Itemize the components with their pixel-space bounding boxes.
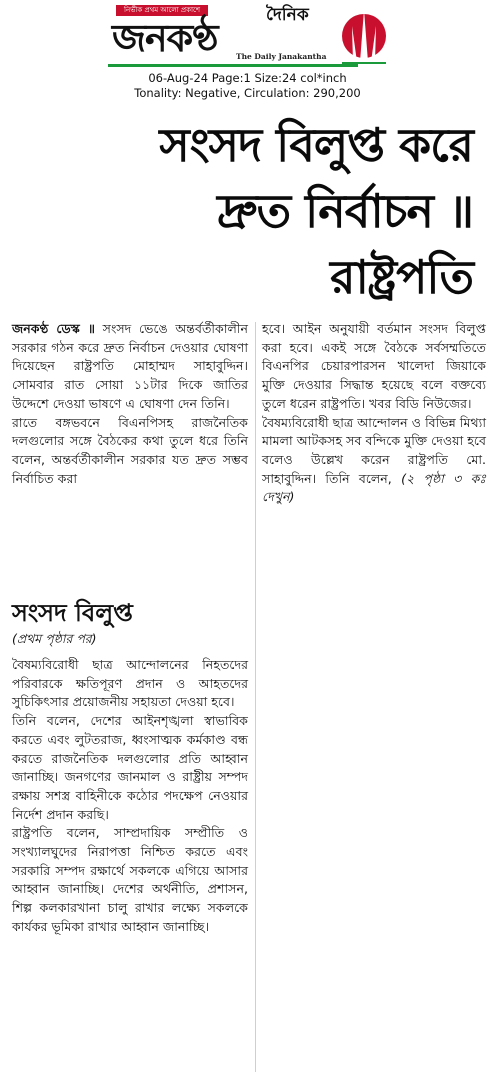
headline-line-2: দ্রুত নির্বাচন ॥	[217, 184, 473, 238]
article-paragraph-4	[262, 414, 486, 508]
article-paragraph-3: হবে। আইন অনুযায়ী বর্তমান সংসদ বিলুপ্ত করা হবে। একই সঙ্গে বৈঠকে সর্বসম্মতিতে বিএনপির চেয়ারপারসন খালেদা জিয়াকে মুক্তি দেওয়ার সিদ্ধান্ত হয়েছে বলে বক্তব্যে তুলে ধরেন রাষ্ট্রপতি। খবর বিডি নিউজের।	[262, 321, 486, 411]
masthead-rule	[108, 64, 358, 67]
jump-subheading: (প্রথম পৃষ্ঠার পর)	[12, 631, 97, 646]
headline-line-1: সংসদ বিলুপ্ত করে	[159, 118, 473, 172]
jump-paragraph-1: বৈষম্যবিরোধী ছাত্র আন্দোলনের নিহতদের পরিবারকে ক্ষতিপূরণ প্রদান ও আহতদের সুচিকিৎসার প্রয়োজনীয় সহায়তা দেওয়া হবে।	[12, 657, 248, 710]
article-paragraph-4-text: বৈষম্যবিরোধী ছাত্র আন্দোলন ও বিভিন্ন মিথ্যা মামলা আটকসহ সব বন্দিকে মুক্তি দেওয়া হবে বলেও উল্লেখ করেন রাষ্ট্রপতি মো. সাহাবুদ্দিন। তিনি বলেন,	[262, 414, 486, 486]
continued-on-page-note: (২ পৃষ্ঠা ৩ কঃ দেখুন)	[262, 470, 486, 505]
headline	[13, 112, 473, 310]
article-column-left	[12, 320, 248, 488]
article-column-right	[262, 320, 486, 507]
dateline: জনকণ্ঠ ডেস্ক ॥	[12, 321, 95, 336]
headline-line-3: রাষ্ট্রপতি	[330, 250, 473, 304]
masthead	[108, 4, 388, 68]
jump-paragraph-2: তিনি বলেন, দেশের আইনশৃঙ্খলা স্বাভাবিক করতে এবং লুটতরাজ, ধ্বংসাত্মক কর্মকাণ্ড বন্ধ করতে রাজনৈতিক দলগুলোর প্রতি আহ্বান জানাচ্ছি। জনগণের জানমাল ও রাষ্ট্রীয় সম্পদ রক্ষায় সশস্ত্র বাহিনীকে কঠোর পদক্ষেপ নেওয়ার নির্দেশ প্রদান করছি।	[12, 713, 248, 822]
masthead-tagline: নির্ভীক প্রথম আলো প্রকাশে	[116, 5, 208, 16]
memorial-sun-logo-icon	[334, 6, 390, 68]
masthead-dainik: দৈনিক	[266, 5, 309, 25]
article-paragraph-1-text: সংসদ ভেঙে অন্তর্বর্তীকালীন সরকার গঠন করে দ্রুত নির্বাচন দেওয়ার ঘোষণা দিয়েছেন রাষ্ট্রপতি মোহাম্মদ সাহাবুদ্দিন। সোমবার রাত সোয়া ১১টার দিকে জাতির উদ্দেশে দেওয়া ভাষণে এ ঘোষণা দেন তিনি।	[12, 321, 248, 411]
masthead-english-name: The Daily Janakantha	[236, 52, 327, 61]
article-paragraph-2: রাতে বঙ্গভবনে বিএনপিসহ রাজনৈতিক দলগুলোর সঙ্গে বৈঠকের কথা তুলে ধরে তিনি বলেন, অন্তর্বর্তীকালীন সরকার যত দ্রুত সম্ভব নির্বাচিত করা	[12, 414, 248, 486]
jump-column	[12, 656, 248, 937]
article-paragraph-1	[12, 320, 248, 414]
masthead-title: জনকণ্ঠ	[112, 15, 218, 60]
column-divider	[255, 322, 256, 1072]
jump-heading: সংসদ বিলুপ্ত	[12, 598, 133, 627]
jump-paragraph-3: রাষ্ট্রপতি বলেন, সাম্প্রদায়িক সম্প্রীতি ও সংখ্যালঘুদের নিরাপত্তা নিশ্চিত করতে এবং সরকারি সম্পদ রক্ষার্থে সকলকে এগিয়ে আসার আহ্বান জানাচ্ছি। দেশের অর্থনীতি, প্রশাসন, শিল্প কলকারখানা চালু রাখার লক্ষ্যে সকলকে কার্যকর ভূমিকা রাখার আহ্বান জানাচ্ছি।	[12, 825, 248, 934]
clipping-meta-line-2: Tonality: Negative, Circulation: 290,200	[134, 86, 361, 100]
clipping-meta-line-1: 06-Aug-24 Page:1 Size:24 col*inch	[148, 71, 347, 85]
